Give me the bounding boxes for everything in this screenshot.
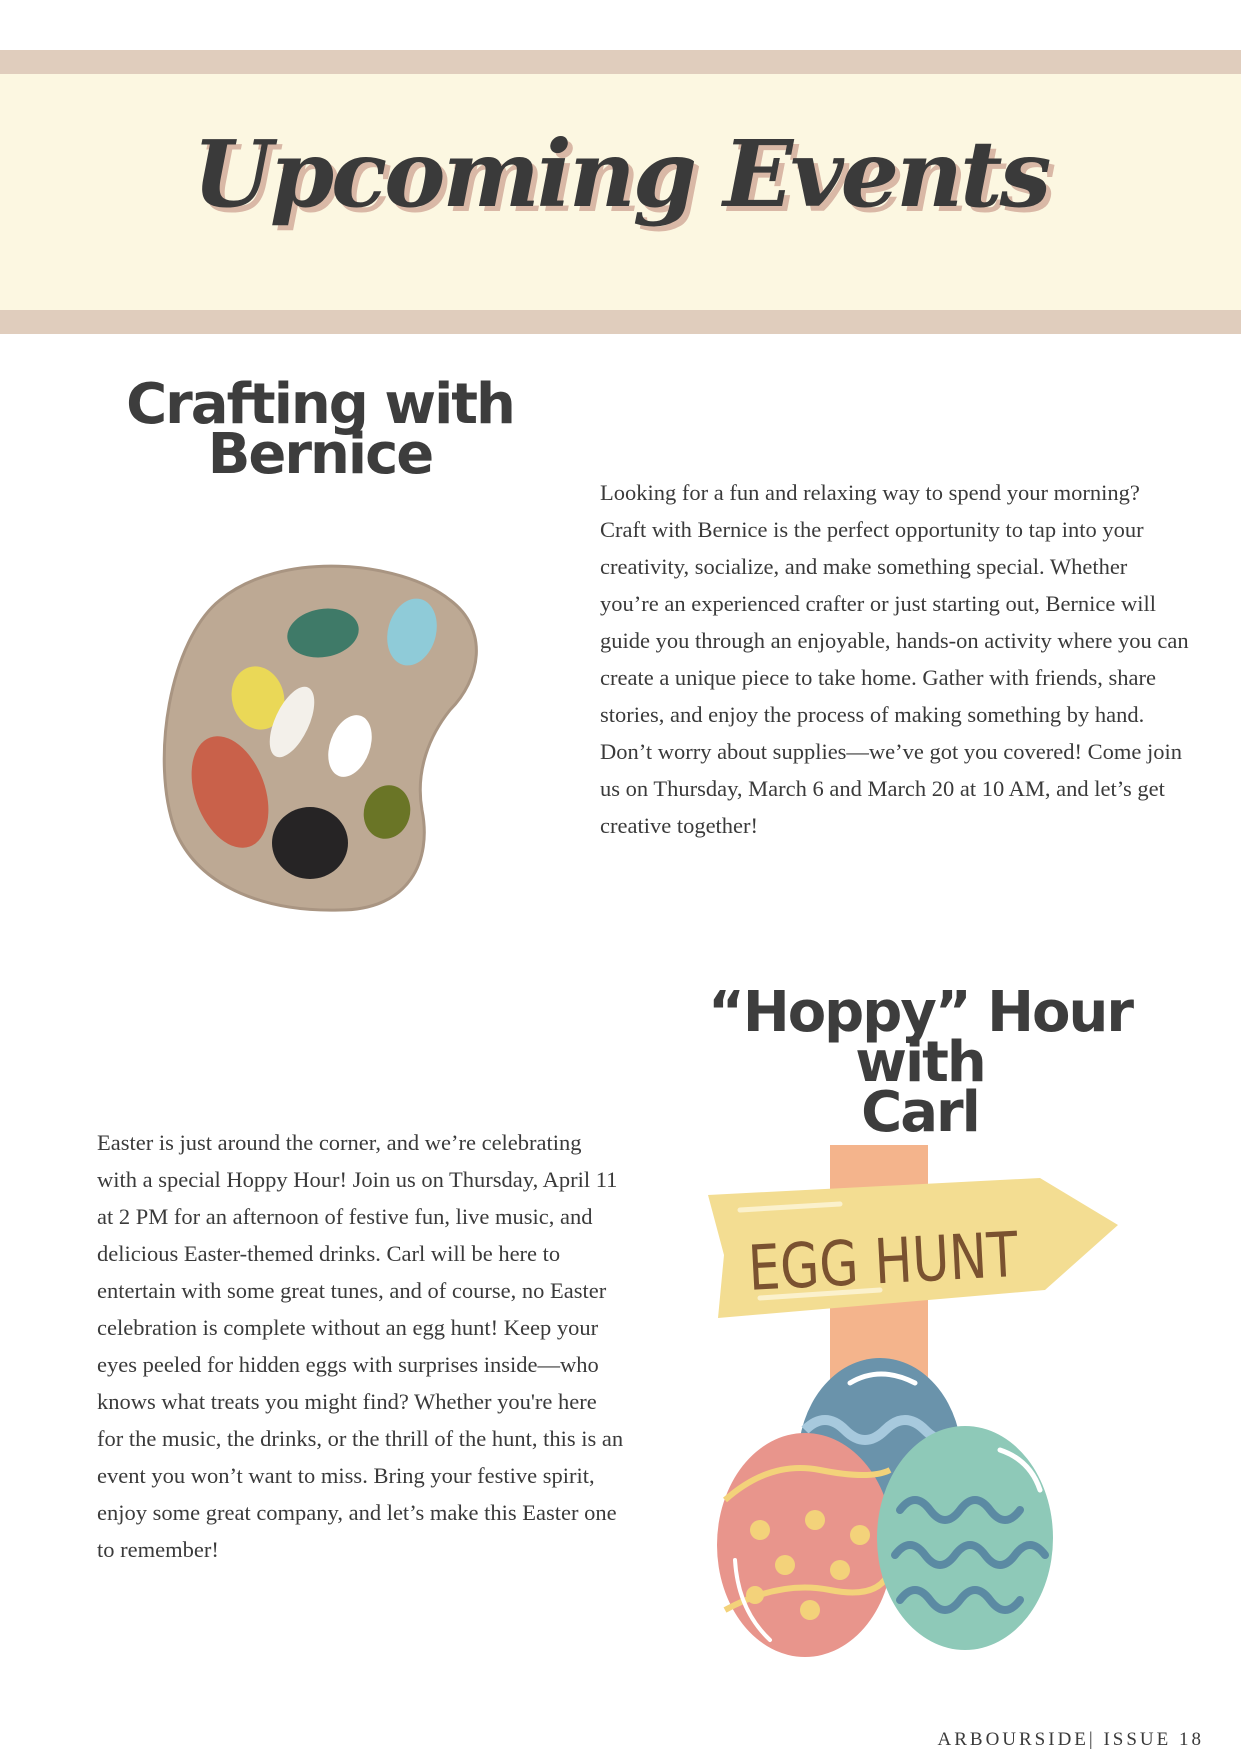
event-title-line: “Hoppy” Hour with (708, 980, 1132, 1095)
event-title-line: Bernice (207, 422, 433, 487)
page-title: Upcoming Events (192, 120, 1049, 228)
event-title-line: Carl (861, 1080, 979, 1145)
easter-eggs-sign-icon (700, 1140, 1120, 1660)
footer-issue-label: ARBOURSIDE| ISSUE 18 (937, 1729, 1204, 1750)
sign-text: EGG HUNT (746, 1214, 1081, 1305)
event-description-crafting: Looking for a fun and relaxing way to spend your morning? Craft with Bernice is the perfect opportunity to tap into your creativity, socialize, and make something special. Whether you’re an experienced crafter or just starting out, Bernice will guide you through an enjoyable, hands-on activity where you can create a unique piece to take home. Gather with friends, share stories, and enjoy the process of making something by hand. Don’t worry about supplies—we’ve got you covered! Come join us on Thursday, March 6 and March 20 at 10 AM, and let’s get creative together! (600, 480, 1189, 838)
event-title-hoppy-hour (640, 980, 1200, 1145)
event-description-hoppy-hour: Easter is just around the corner, and we’re celebrating with a special Hoppy Hour! Join us on Thursday, April 11 at 2 PM for an afternoon of festive fun, live music, and delicious Easter-themed drinks. Carl will be here to entertain with some great tunes, and of course, no Easter celebration is complete without an egg hunt! Keep your eyes peeled for hidden eggs with surprises inside—who knows what treats you might find? Whether you're here for the music, the drinks, or the thrill of the hunt, this is an event you won’t want to miss. Bring your festive spirit, enjoy some great company, and let’s make this Easter one to remember! (97, 1130, 624, 1562)
banner-top-stripe (0, 50, 1241, 74)
event-title-crafting (120, 372, 520, 487)
paint-palette-icon (160, 560, 490, 915)
event-title-line: Crafting with (126, 372, 514, 437)
banner-bottom-stripe (0, 310, 1241, 334)
